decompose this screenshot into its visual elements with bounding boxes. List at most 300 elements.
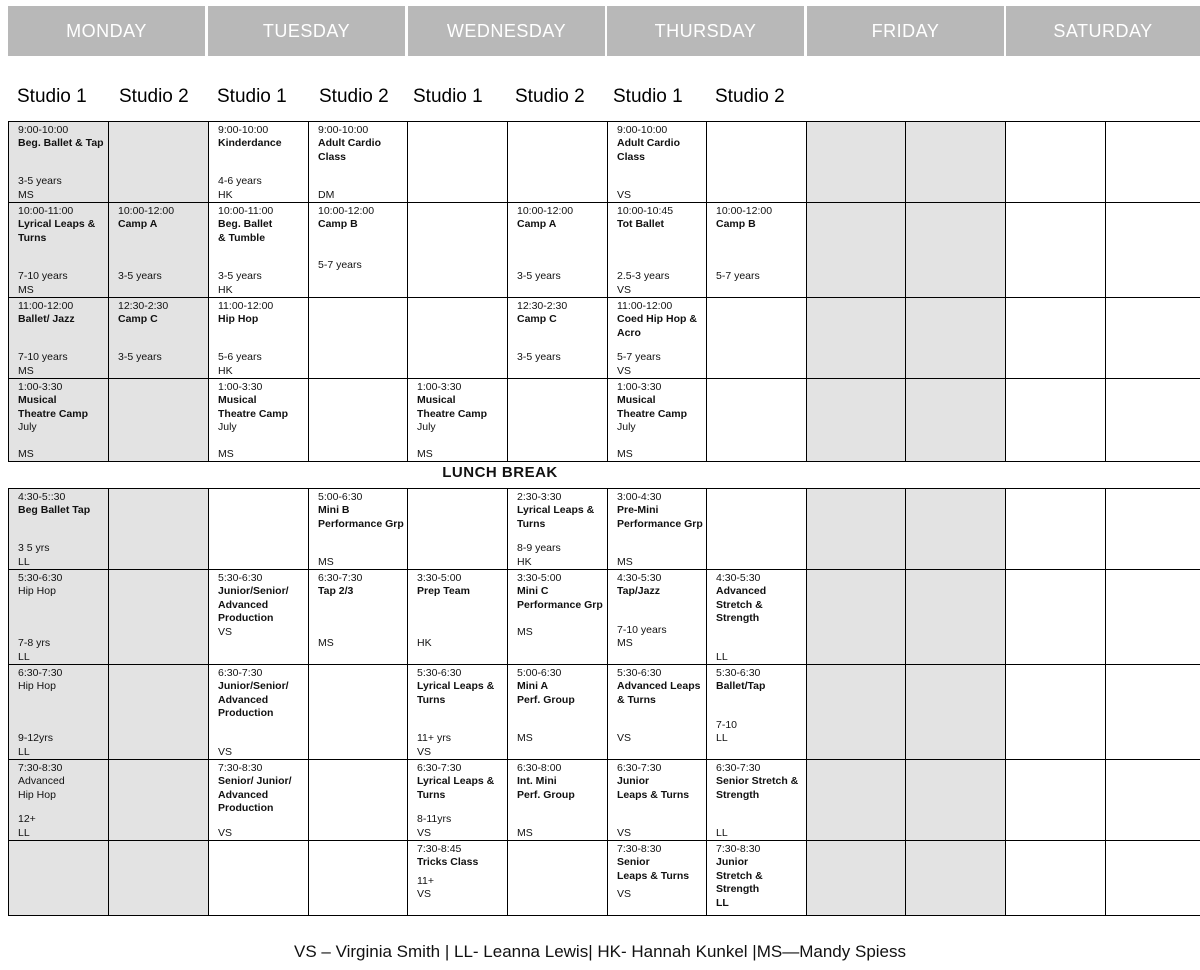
class-cell [608,489,707,570]
class-cell [9,570,109,665]
empty-cell [508,841,608,916]
class-text-line: VS [617,732,632,745]
day-header-tuesday: TUESDAY [208,6,405,56]
empty-cell [1106,665,1200,760]
class-cell [408,570,508,665]
class-cell [408,760,508,841]
class-text-line: Mini A [517,680,549,693]
studio-label: Studio 2 [715,86,785,107]
class-text-line: 2.5-3 years [617,270,670,283]
class-text-line: 4-6 years [218,175,262,188]
class-text-line: 1:00-3:30 [218,381,263,393]
empty-cell [408,489,508,570]
class-text-line: 7:30-8:30 [617,843,662,855]
empty-cell [109,760,209,841]
day-header-bar [8,6,1200,56]
empty-cell [807,570,906,665]
class-cell [408,665,508,760]
class-text-line: 11+ [417,874,435,887]
class-cell [9,379,109,462]
day-header-friday: FRIDAY [807,6,1004,56]
day-header-wednesday: WEDNESDAY [408,6,605,56]
class-text-line: 3-5 years [517,270,561,283]
empty-cell [109,841,209,916]
class-text-line: Hip Hop [18,788,56,801]
class-text-line: 4:30-5:30 [617,572,662,584]
class-text-line: DM [318,188,335,201]
studio-label: Studio 2 [319,86,389,107]
empty-cell [1006,760,1106,841]
empty-cell [309,379,408,462]
class-text-line: Int. Mini [517,775,557,788]
class-text-line: Musical [218,394,257,407]
class-text-line: 3 5 yrs [18,542,50,555]
studio-label: Studio 1 [413,86,483,107]
class-text-line: Leaps & Turns [617,788,690,801]
day-header-monday: MONDAY [8,6,205,56]
class-text-line: Lyrical Leaps & [517,504,595,517]
empty-cell [906,665,1006,760]
class-text-line: 9:00-10:00 [318,124,369,136]
empty-cell [1106,841,1200,916]
empty-cell [807,841,906,916]
empty-cell [9,841,109,916]
class-cell [508,665,608,760]
class-cell [508,570,608,665]
class-text-line: MS [18,364,34,377]
day-header-saturday: SATURDAY [1006,6,1200,56]
class-text-line: Tap 2/3 [318,585,354,598]
studio-label: Studio 1 [613,86,683,107]
class-text-line: 5:30-6:30 [417,667,462,679]
class-text-line: Ballet/ Jazz [18,313,75,326]
empty-cell [1106,489,1200,570]
class-cell [608,122,707,203]
class-cell [9,665,109,760]
class-text-line: VS [417,888,432,901]
class-text-line: VS [617,364,632,377]
empty-cell [309,665,408,760]
class-cell [707,203,807,298]
class-text-line: Turns [417,693,446,706]
class-text-line: VS [417,745,432,758]
day-header-thursday: THURSDAY [607,6,804,56]
class-text-line: Stretch & [716,598,763,611]
class-text-line: VS [617,188,632,201]
studio-label: Studio 1 [217,86,287,107]
class-text-line [716,746,804,759]
class-text-line [617,651,704,664]
class-text-line: 2:30-3:30 [517,491,562,503]
class-text-line: 3-5 years [118,351,162,364]
class-cell [309,122,408,203]
class-cell [209,379,309,462]
class-cell [608,760,707,841]
class-cell [608,379,707,462]
class-cell [309,489,408,570]
class-text-line: 5-6 years [218,351,262,364]
class-cell [209,665,309,760]
class-text-line: 10:00-12:00 [118,205,175,217]
class-text-line: 5:30-6:30 [18,572,63,584]
schedule-row [9,665,1200,760]
empty-cell [906,122,1006,203]
class-text-line: Production [218,802,274,815]
class-text-line [318,232,405,245]
empty-cell [309,760,408,841]
class-text-line: July [218,421,237,434]
empty-cell [109,122,209,203]
class-text-line: MS [417,447,433,460]
class-text-line: Hip Hop [18,585,56,598]
empty-cell [1106,760,1200,841]
class-text-line: 11+ yrs [417,732,451,745]
class-cell [9,760,109,841]
empty-cell [906,489,1006,570]
class-text-line: LL [18,826,30,839]
class-text-line: 7:30-8:30 [716,843,761,855]
class-text-line: 7:30-8:45 [417,843,462,855]
class-text-line: 9:00-10:00 [617,124,668,136]
class-text-line [118,284,206,297]
class-text-line: Mini C [517,585,549,598]
class-text-line: Leaps & Turns [617,869,690,882]
empty-cell [807,489,906,570]
class-text-line [617,902,704,915]
class-text-line: Kinderdance [218,137,282,150]
class-text-line: 4:30-5::30 [18,491,66,503]
class-cell [9,122,109,203]
class-text-line: Tap/Jazz [617,585,660,598]
empty-cell [209,489,309,570]
class-text-line: MS [517,732,533,745]
class-text-line: Production [218,707,274,720]
class-text-line: 8-9 years [517,542,561,555]
class-text-line: Adult Cardio [318,137,381,150]
class-text-line: MS [18,447,34,460]
class-text-line: MS [218,447,234,460]
class-text-line: Lyrical Leaps & [417,775,495,788]
empty-cell [1006,570,1106,665]
empty-cell [1006,489,1106,570]
class-text-line: VS [218,826,233,839]
class-text-line: VS [417,826,432,839]
empty-cell [109,570,209,665]
class-cell [707,760,807,841]
empty-cell [807,203,906,298]
class-text-line: Camp B [716,218,756,231]
class-text-line: 10:00-11:00 [18,205,74,217]
empty-cell [807,298,906,379]
class-text-line: 3-5 years [18,175,62,188]
class-text-line: 8-11yrs [417,813,452,826]
class-text-line: Performance Grp [617,517,703,530]
class-text-line: Lyrical Leaps & [18,218,96,231]
class-text-line [517,365,605,378]
class-cell [209,298,309,379]
empty-cell [1006,203,1106,298]
class-text-line: Class [318,150,347,163]
schedule-row [9,298,1200,379]
class-text-line: 11:00-12:00 [617,300,673,312]
class-text-line: VS [617,826,632,839]
class-text-line: Perf. Group [517,693,575,706]
schedule-row [9,489,1200,570]
class-text-line: Theatre Camp [617,407,688,420]
class-text-line: 9:00-10:00 [18,124,69,136]
class-text-line: Prep Team [417,585,470,598]
class-text-line: 10:00-12:00 [318,205,375,217]
class-text-line: HK [417,637,432,650]
empty-cell [807,379,906,462]
class-text-line: 7-10 years [617,623,667,636]
empty-cell [906,379,1006,462]
class-text-line: Turns [18,231,47,244]
empty-cell [807,122,906,203]
empty-cell [508,122,608,203]
class-text-line: Senior Stretch & [716,775,799,788]
empty-cell [807,760,906,841]
class-text-line: 9:00-10:00 [218,124,269,136]
class-text-line: 6:30-7:30 [417,762,462,774]
class-text-line: Camp B [318,218,358,231]
class-cell [408,379,508,462]
class-text-line: Camp C [517,313,557,326]
class-text-line: Tot Ballet [617,218,665,231]
empty-cell [906,841,1006,916]
class-cell [309,570,408,665]
class-text-line: 5:30-6:30 [716,667,761,679]
class-text-line: Camp C [118,313,158,326]
class-text-line: Junior/Senior/ [218,680,289,693]
class-text-line: Class [617,150,646,163]
class-text-line: July [417,421,436,434]
class-text-line: LL [716,732,728,745]
class-text-line: MS [18,188,34,201]
class-text-line: Beg. Ballet & Tap [18,137,104,150]
class-cell [508,203,608,298]
schedule-row [9,122,1200,203]
empty-cell [906,760,1006,841]
class-cell [508,298,608,379]
class-text-line: 7-10 years [18,351,68,364]
class-text-line: HK [517,555,532,568]
class-text-line: Junior/Senior/ [218,585,289,598]
class-text-line: 7-10 [716,718,738,731]
class-cell [109,298,209,379]
class-text-line: Theatre Camp [417,407,488,420]
class-text-line: 10:00-11:00 [218,205,274,217]
schedule-row [9,570,1200,665]
class-text-line: 11:00-12:00 [218,300,274,312]
empty-cell [1106,379,1200,462]
empty-cell [1006,298,1106,379]
empty-cell [906,298,1006,379]
class-text-line [517,284,605,297]
empty-cell [906,570,1006,665]
class-text-line: MS [318,637,334,650]
empty-cell [408,122,508,203]
class-text-line: 7:30-8:30 [218,762,263,774]
class-text-line: Musical [617,394,656,407]
class-text-line: 10:00-10:45 [617,205,674,217]
class-text-line: Acro [617,326,641,339]
class-text-line [318,651,405,664]
class-text-line: Junior [716,856,749,869]
class-text-line: July [617,421,636,434]
class-text-line: 7-8 yrs [18,637,51,650]
studio-label: Studio 2 [119,86,189,107]
class-text-line: Beg Ballet Tap [18,504,91,517]
class-text-line: 12:30-2:30 [118,300,169,312]
class-cell [9,298,109,379]
class-text-line: 5:30-6:30 [218,572,263,584]
class-text-line: 5-7 years [617,351,661,364]
empty-cell [1006,379,1106,462]
class-text-line: HK [218,364,233,377]
class-cell [608,203,707,298]
empty-cell [408,298,508,379]
class-text-line: MS [617,637,633,650]
class-text-line: 5-7 years [318,258,362,271]
class-cell [209,570,309,665]
schedule-row [9,841,1200,916]
class-cell [209,203,309,298]
class-cell [707,841,807,916]
class-text-line: Strength [716,612,760,625]
class-text-line: Advanced [218,693,269,706]
class-text-line: 6:30-7:30 [716,762,761,774]
class-text-line: Perf. Group [517,788,575,801]
class-text-line: Senior/ Junior/ [218,775,292,788]
class-text-line [118,365,206,378]
class-text-line: Pre-Mini [617,504,659,517]
class-text-line: Strength [716,883,760,896]
class-cell [707,665,807,760]
class-text-line: MS [517,625,533,638]
class-text-line [318,245,405,258]
class-text-line: 5-7 years [716,270,760,283]
class-text-line: Turns [517,517,546,530]
class-text-line: Turns [417,788,446,801]
class-cell [9,489,109,570]
class-text-line: Advanced [218,788,269,801]
class-cell [508,489,608,570]
class-text-line: MS [318,555,334,568]
class-text-line: VS [617,283,632,296]
morning-schedule-table [8,121,1200,462]
class-text-line: 6:30-8:00 [517,762,562,774]
class-text-line: 10:00-12:00 [716,205,773,217]
class-text-line: MS [517,826,533,839]
class-cell [608,298,707,379]
class-text-line: 3-5 years [118,270,162,283]
class-text-line: Advanced Leaps [617,680,701,693]
class-text-line: 3-5 years [218,270,262,283]
studio-header-row [0,86,1200,114]
class-text-line [517,612,605,625]
class-text-line: Strength [716,788,760,801]
empty-cell [309,298,408,379]
class-text-line: Tricks Class [417,856,479,869]
class-text-line: July [18,421,37,434]
empty-cell [209,841,309,916]
empty-cell [707,122,807,203]
class-text-line: 5:00-6:30 [318,491,363,503]
class-text-line: 1:00-3:30 [617,381,662,393]
class-text-line: Performance Grp [517,598,603,611]
class-text-line: 3:30-5:00 [417,572,462,584]
class-text-line: Mini B [318,504,350,517]
class-text-line: 3-5 years [517,351,561,364]
afternoon-schedule-table [8,488,1200,916]
empty-cell [707,298,807,379]
class-cell [209,760,309,841]
empty-cell [109,665,209,760]
class-text-line: 6:30-7:30 [218,667,263,679]
class-text-line [417,651,505,664]
class-text-line: MS [18,283,34,296]
class-text-line: 5:30-6:30 [617,667,662,679]
class-text-line: Hip Hop [18,680,56,693]
empty-cell [1106,570,1200,665]
class-text-line [617,746,704,759]
class-cell [309,203,408,298]
class-text-line: Camp A [517,218,557,231]
empty-cell [309,841,408,916]
empty-cell [1006,665,1106,760]
class-cell [109,203,209,298]
class-text-line: Advanced [716,585,767,598]
empty-cell [707,379,807,462]
class-text-line: Musical [417,394,456,407]
class-text-line [417,902,505,915]
class-text-line: 5:00-6:30 [517,667,562,679]
empty-cell [1006,841,1106,916]
class-text-line: Camp A [118,218,158,231]
class-text-line: 1:00-3:30 [417,381,462,393]
empty-cell [906,203,1006,298]
class-cell [608,841,707,916]
class-text-line: & Turns [617,693,656,706]
class-text-line: LL [18,555,30,568]
class-cell [209,122,309,203]
class-text-line: Senior [617,856,650,869]
empty-cell [508,379,608,462]
class-text-line: VS [617,888,632,901]
instructor-legend: VS – Virginia Smith | LL- Leanna Lewis| HK- Hannah Kunkel |MS—Mandy Spiess [293,942,907,961]
empty-cell [807,665,906,760]
class-text-line: 6:30-7:30 [18,667,63,679]
class-text-line: HK [218,188,233,201]
class-text-line: 3:00-4:30 [617,491,662,503]
class-cell [408,841,508,916]
class-text-line: 4:30-5:30 [716,572,761,584]
class-cell [608,570,707,665]
empty-cell [1006,122,1106,203]
class-text-line: LL [18,745,30,758]
class-text-line: VS [218,625,233,638]
class-text-line: LL [18,650,30,663]
schedule-row [9,203,1200,298]
class-text-line: 12:30-2:30 [517,300,568,312]
schedule-row [9,760,1200,841]
empty-cell [109,489,209,570]
class-text-line: 1:00-3:30 [18,381,63,393]
class-text-line: LL [716,650,728,663]
class-text-line: 6:30-7:30 [617,762,662,774]
class-text-line: Adult Cardio [617,137,680,150]
